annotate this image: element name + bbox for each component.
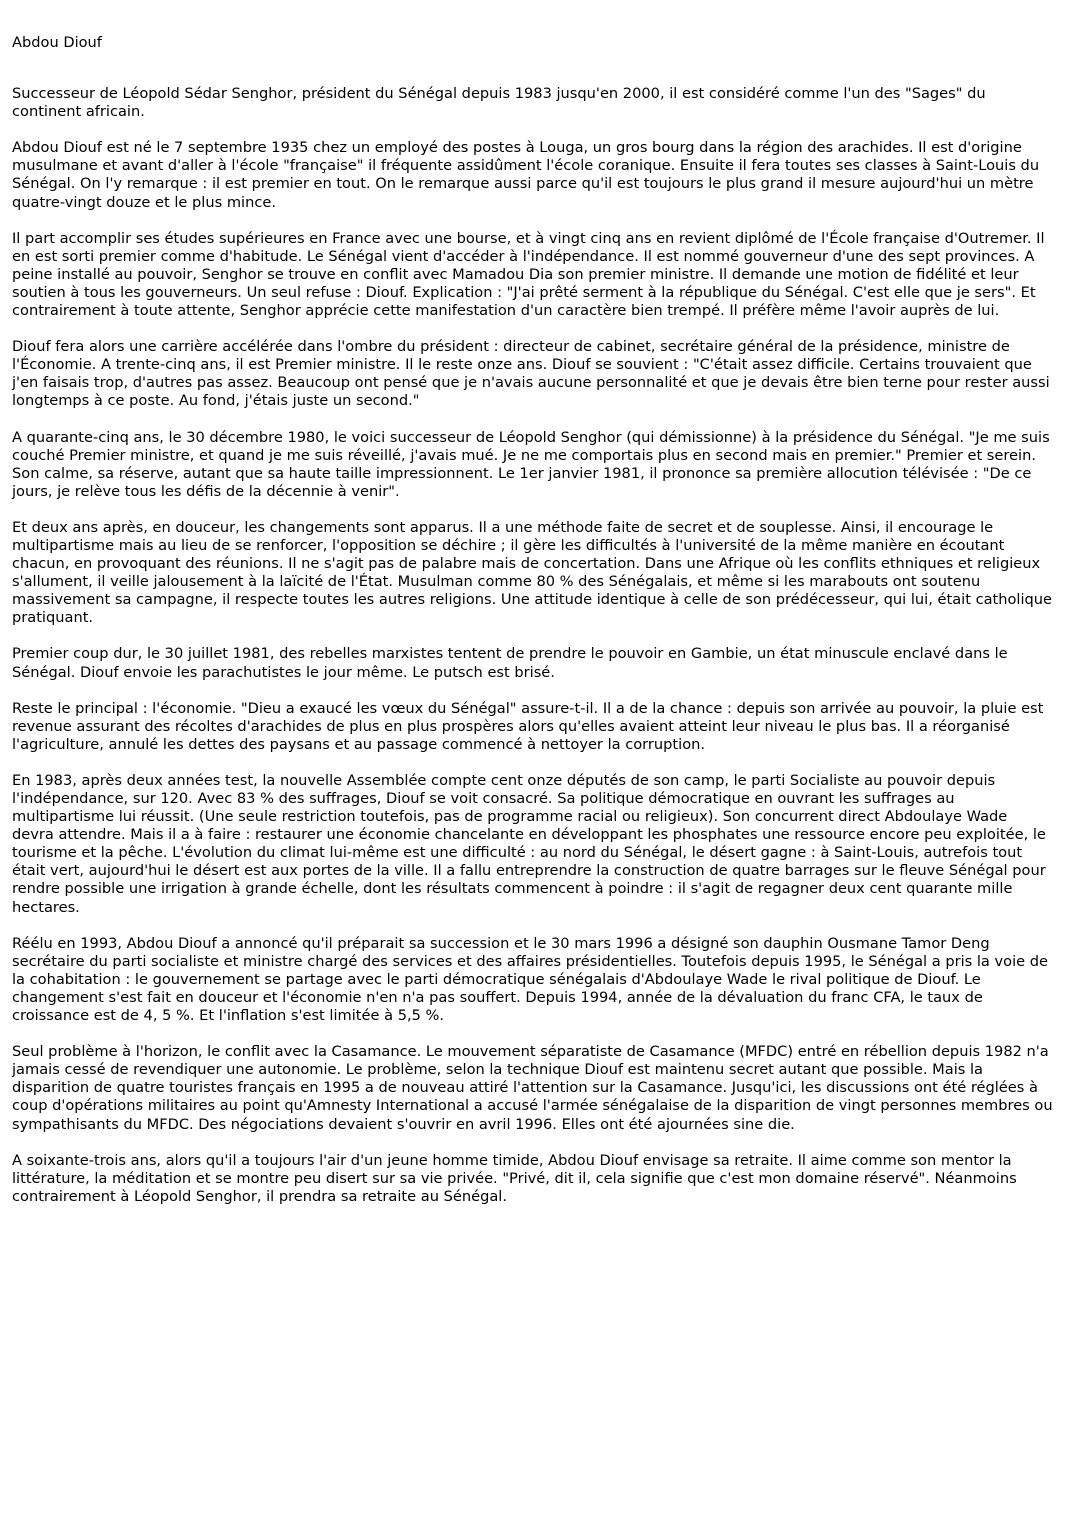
paragraph-1983: En 1983, après deux années test, la nouvelle Assemblée compte cent onze députés de son camp, le parti Socialiste au pouvoir depuis l'indépendance, sur 120. Avec 83 % des suffrages, Diouf se voit consacré. Sa politique démocratique en ouvrant les suffrages au multipartisme lui réussit. (Une seule restriction toutefois, pas de programme racial ou religieux). Son concurrent direct Abdoulaye Wade devra attendre. Mais il a à faire : restaurer une économie chancelante en développant les phosphates une ressource encore peu exploitée, le tourisme et la pêche. L'évolution du climat lui-même est une difficulté : au nord du Sénégal, le désert gagne : à Saint-Louis, autrefois tout était vert, aujourd'hui le désert est aux portes de la ville. Il a fallu entreprendre la construction de quatre barrages sur le fleuve Sénégal pour rendre possible une irrigation à grande échelle, dont les résultats commencent à poindre : il s'agit de regagner deux cent quarante mille hectares.: [12, 771, 1046, 916]
paragraph-studies: Il part accomplir ses études supérieures en France avec une bourse, et à vingt cinq ans en revient diplômé de l'École française d'Outremer. Il en est sorti premier comme d'habitude. Le Sénégal vient d'accéder à l'indépendance. Il est nommé gouverneur d'une des sept provinces. A peine installé au pouvoir, Senghor se trouve en conflit avec Mamadou Dia son premier ministre. Il demande une motion de fidélité et leur soutien à tous les gouverneurs. Un seul refuse : Diouf. Explication : "J'ai prêté serment à la république du Sénégal. C'est elle que je sers". Et contrairement à toute attente, Senghor apprécie cette manifestation d'un caractère bien trempé. Il préfère même l'avoir auprès de lui.: [12, 229, 1045, 320]
document-title: Abdou Diouf: [12, 34, 102, 51]
paragraph-career: Diouf fera alors une carrière accélérée dans l'ombre du président : directeur de cabinet, secrétaire général de la présidence, ministre de l'Économie. A trente-cinq ans, il est Premier ministre. Il le reste onze ans. Diouf se souvient : "C'était assez difficile. Certains trouvaient que j'en faisais trop, d'autres pas assez. Beaucoup ont pensé que je n'avais aucune personnalité et que je devais être bien terne pour rester aussi longtemps à ce poste. Au fond, j'étais juste un second.": [12, 338, 1050, 410]
paragraph-retirement: A soixante-trois ans, alors qu'il a toujours l'air d'un jeune homme timide, Abdou Diouf envisage sa retraite. Il aime comme son mentor la littérature, la méditation et se montre peu disert sur sa vie privée. "Privé, dit il, cela signifie que c'est mon domaine réservé". Néanmoins contrairement à Léopold Senghor, il prendra sa retraite au Sénégal.: [12, 1151, 1017, 1205]
paragraph-economy: Reste le principal : l'économie. "Dieu a exaucé les vœux du Sénégal" assure-t-il. Il a de la chance : depuis son arrivée au pouvoir, la pluie est revenue assurant des récoltes d'arachides de plus en plus prospères alors qu'elles avaient atteint leur niveau le plus bas. Il a réorganisé l'agriculture, annulé les dettes des paysans et au passage commencé à nettoyer la corruption.: [12, 699, 1044, 753]
paragraph-casamance: Seul problème à l'horizon, le conflit avec la Casamance. Le mouvement séparatiste de Casamance (MFDC) entré en rébellion depuis 1982 n'a jamais cessé de revendiquer une autonomie. Le problème, selon la technique Diouf est maintenu secret autant que possible. Mais la disparition de quatre touristes français en 1995 a de nouveau attiré l'attention sur la Casamance. Jusqu'ici, les discussions ont été réglées à coup d'opérations militaires au point qu'Amnesty International a accusé l'armée sénégalaise de la disparition de vingt personnes membres ou sympathisants du MFDC. Des négociations devaient s'ouvrir en avril 1996. Elles ont été ajournées sine die.: [12, 1043, 1053, 1133]
document-body: [12, 85, 1053, 1206]
paragraph-reelection: Réélu en 1993, Abdou Diouf a annoncé qu'il préparait sa succession et le 30 mars 1996 a désigné son dauphin Ousmane Tamor Deng secrétaire du parti socialiste et ministre chargé des services et des affaires présidentielles. Toutefois depuis 1995, le Sénégal a pris la voie de la cohabitation : le gouvernement se partage avec le parti démocratique sénégalais d'Abdoulaye Wade le rival politique de Diouf. Le changement s'est fait en douceur et l'économie n'en n'a pas souffert. Depuis 1994, année de la dévaluation du franc CFA, le taux de croissance est de 4, 5 %. Et l'inflation s'est limitée à 5,5 %.: [12, 934, 1048, 1025]
paragraph-intro: Successeur de Léopold Sédar Senghor, président du Sénégal depuis 1983 jusqu'en 2000, il est considéré comme l'un des "Sages" du continent africain.: [12, 85, 986, 121]
paragraph-method: Et deux ans après, en douceur, les changements sont apparus. Il a une méthode faite de secret et de souplesse. Ainsi, il encourage le multipartisme mais au lieu de se renforcer, l'opposition se déchire ; il gère les difficultés à l'université de la même manière en écoutant chacun, en provoquant des réunions. Il ne s'agit pas de palabre mais de concertation. Dans une Afrique où les conflits ethniques et religieux s'allument, il veille jalousement à la laïcité de l'État. Musulman comme 80 % des Sénégalais, et même si les marabouts ont soutenu massivement sa campagne, il respecte toutes les autres religions. Une attitude identique à celle de son prédécesseur, qui lui, était catholique pratiquant.: [12, 518, 1053, 627]
paragraph-childhood: Abdou Diouf est né le 7 septembre 1935 chez un employé des postes à Louga, un gros bourg dans la région des arachides. Il est d'origine musulmane et avant d'aller à l'école "française" il fréquente assidûment l'école coranique. Ensuite il fera toutes ses classes à Saint-Louis du Sénégal. On l'y remarque : il est premier en tout. On le remarque aussi parce qu'il est toujours le plus grand il mesure aujourd'hui un mètre quatre-vingt douze et le plus mince.: [12, 139, 1040, 211]
document: [12, 34, 1053, 1206]
paragraph-presidency: A quarante-cinq ans, le 30 décembre 1980, le voici successeur de Léopold Senghor (qui démissionne) à la présidence du Sénégal. "Je me suis couché Premier ministre, et quand je me suis réveillé, j'avais mué. Je ne me comportais plus en second mais en premier." Premier et serein. Son calme, sa réserve, autant que sa haute taille impressionnent. Le 1er janvier 1981, il prononce sa première allocution télévisée : "De ce jours, je relève tous les défis de la décennie à venir".: [12, 428, 1050, 500]
paragraph-gambia: Premier coup dur, le 30 juillet 1981, des rebelles marxistes tentent de prendre le pouvoir en Gambie, un état minuscule enclavé dans le Sénégal. Diouf envoie les parachutistes le jour même. Le putsch est brisé.: [12, 645, 1008, 681]
